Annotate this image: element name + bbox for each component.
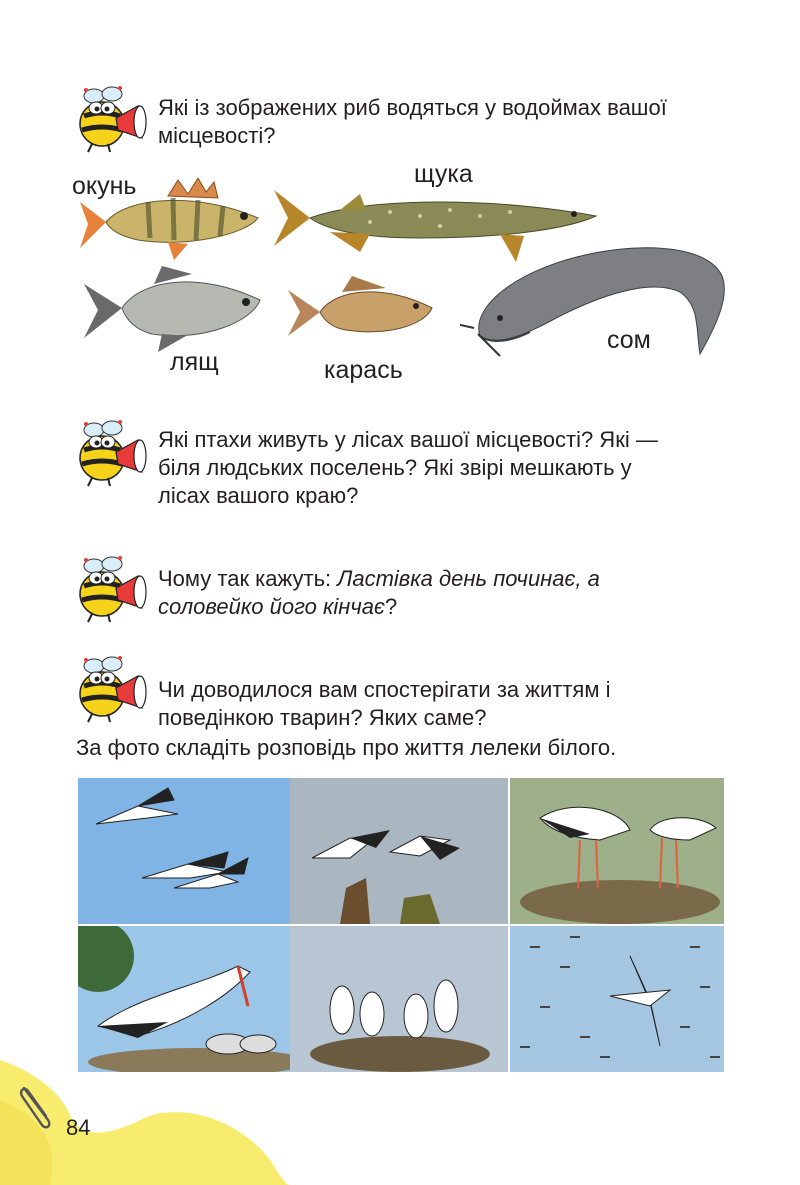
fish-label-pike: щука xyxy=(414,160,473,188)
bee-megaphone-icon xyxy=(72,556,152,626)
question-saying-line1: Чому так кажуть: Ластівка день починає, а xyxy=(158,566,600,591)
question-saying-line2: соловейко його кінчає? xyxy=(158,594,398,619)
question-fish-line2: місцевості? xyxy=(158,123,276,148)
bee-megaphone-icon xyxy=(72,86,152,156)
bee-megaphone-icon xyxy=(72,656,152,726)
stork-photo-flock xyxy=(510,926,724,1072)
stork-photo-nest-family xyxy=(290,926,508,1072)
question-observe-line2: поведінкою тварин? Яких саме? xyxy=(158,705,487,730)
fish-label-bream: лящ xyxy=(170,348,219,376)
question-saying xyxy=(158,565,600,621)
question-birds xyxy=(158,426,658,510)
paperclip-icon xyxy=(14,1080,62,1132)
question-birds-line1: Які птахи живуть у лісах вашої місцевості? Які — xyxy=(158,427,658,452)
stork-photo-perched-pair xyxy=(290,778,508,924)
catfish-image xyxy=(460,236,730,358)
task-stork-story: За фото складіть розповідь про життя лелеки білого. xyxy=(76,735,617,760)
question-observe xyxy=(158,676,610,732)
stork-photo-feeding-chicks xyxy=(78,926,290,1072)
fish-label-perch: окунь xyxy=(72,172,137,200)
stork-photo-nest-building xyxy=(510,778,724,924)
page-number: 84 xyxy=(66,1115,91,1140)
question-observe-line1: Чи доводилося вам спостерігати за життям і xyxy=(158,677,611,702)
perch-image xyxy=(78,178,268,262)
bream-image xyxy=(82,262,272,354)
question-birds-line2: біля людських поселень? Які звірі мешкають у xyxy=(158,455,632,480)
question-fish xyxy=(158,94,667,150)
question-birds-line3: лісах вашого краю? xyxy=(158,483,359,508)
fish-label-crucian: карась xyxy=(324,356,403,384)
fish-label-catfish: сом xyxy=(607,326,651,354)
stork-photo-flying-pair xyxy=(78,778,290,924)
question-fish-line1: Які із зображених риб водяться у водоймах вашої xyxy=(158,95,667,120)
crucian-image xyxy=(286,274,436,344)
bee-megaphone-icon xyxy=(72,420,152,490)
